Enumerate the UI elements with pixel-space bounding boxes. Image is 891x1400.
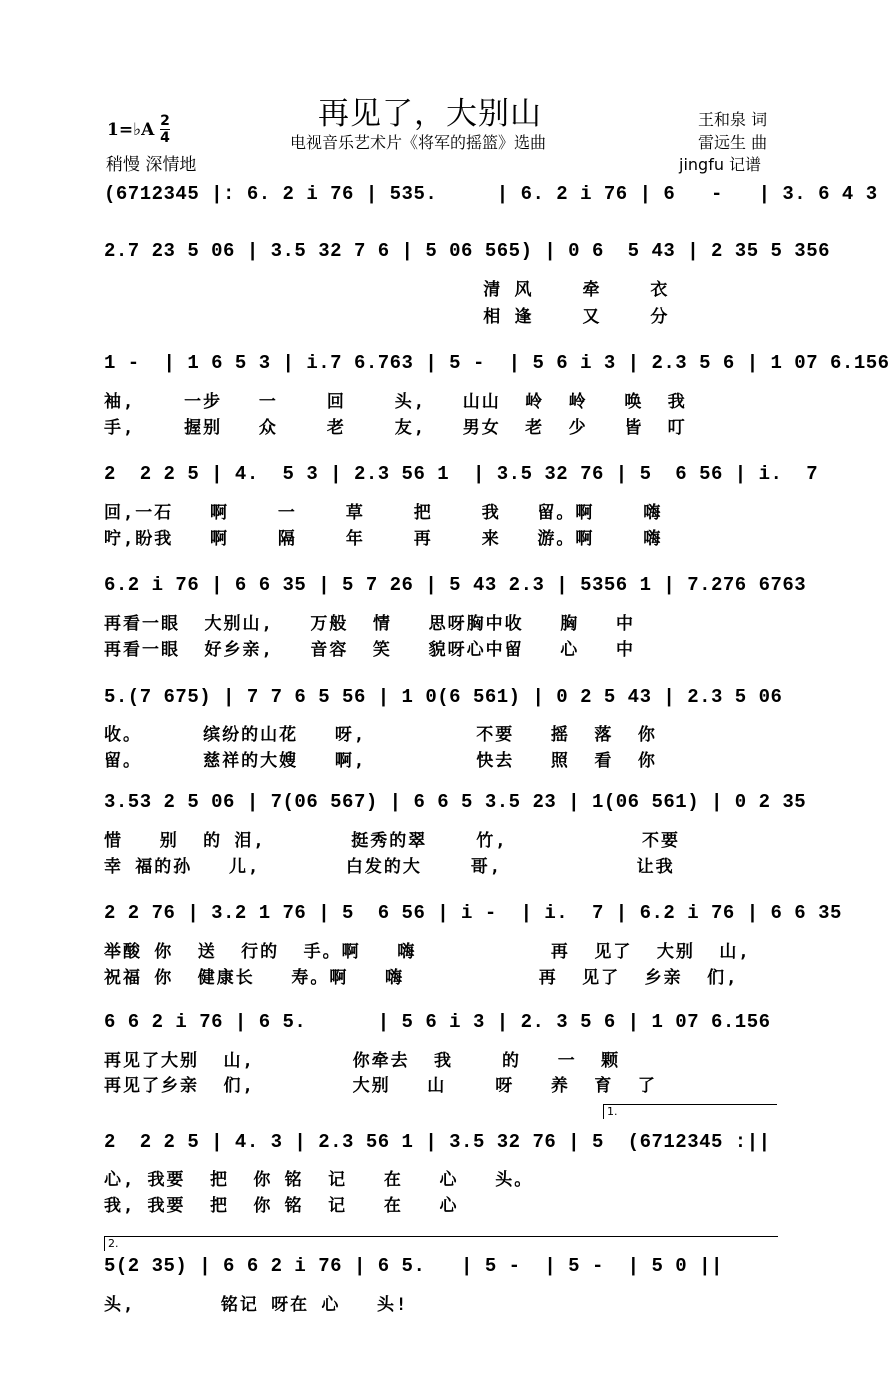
- lyric-verse-1: 心, 我要 把 你 铭 记 在 心 头。: [104, 1170, 534, 1190]
- time-signature-top: 2: [160, 113, 170, 129]
- transcriber-credit: jingfu 记谱: [679, 155, 762, 174]
- score-row-4: [104, 463, 819, 493]
- notation-line: 6.2 i 76 | 6 6 35 | 5 7 26 | 5 43 2.3 | 5356 1 | 7.276 6763: [104, 574, 807, 596]
- notation-line: 6 6 2 i 76 | 6 5. | 5 6 i 3 | 2. 3 5 6 | 1 07 6.156: [104, 1011, 771, 1033]
- notation-line: 2.7 23 5 06 | 3.5 32 7 6 | 5 06 565) | 0 6 5 43 | 2 35 5 356: [104, 240, 831, 262]
- page-title: 再见了，大别山: [318, 96, 542, 132]
- lyric-verse-2: 祝福 你 健康长 寿。啊 嗨 再 见了 乡亲 们,: [104, 968, 739, 988]
- score-row-8: [104, 902, 842, 932]
- composer-credit: 雷远生 曲: [698, 133, 768, 152]
- lyric-verse-1: 袖, 一步 一 回 头, 山山 岭 岭 唤 我: [104, 392, 687, 412]
- time-signature-bottom: 4: [160, 130, 170, 146]
- lyric-verse-1: 收。 缤纷的山花 呀, 不要 摇 落 你: [104, 725, 657, 745]
- lyric-verse-2: 咛,盼我 啊 隔 年 再 来 游。啊 嗨: [104, 529, 663, 549]
- lyric-verse-1: 回,一石 啊 一 草 把 我 留。啊 嗨: [104, 503, 663, 523]
- lyric-verse-2: 留。 慈祥的大嫂 啊, 快去 照 看 你: [104, 751, 657, 771]
- lyric-verse-2: 相 逢 又 分: [104, 307, 670, 327]
- volta-bracket: 1.: [603, 1104, 777, 1119]
- score-row-9: [104, 1011, 780, 1041]
- lyric-verse-1: 清 风 牵 衣: [104, 280, 670, 300]
- lyric-verse-2: 再见了乡亲 们, 大别 山 呀 养 育 了: [104, 1076, 657, 1096]
- lyric-verse-1: 头, 铭记 呀在 心 头!: [104, 1295, 409, 1315]
- score-row-2: [104, 240, 831, 270]
- lyric-verse-1: 再看一眼 大别山, 万般 情 思呀胸中收 胸 中: [104, 614, 635, 634]
- lyricist-credit: 王和泉 词: [698, 110, 768, 129]
- score-row-7: [104, 791, 807, 821]
- score-row-3: [104, 352, 890, 382]
- notation-line: 3.53 2 5 06 | 7(06 567) | 6 6 5 3.5 23 | 1(06 561) | 0 2 35: [104, 791, 807, 813]
- lyric-verse-1: 惜 别 的 泪, 挺秀的翠 竹, 不要: [104, 831, 681, 851]
- score-row-11: [104, 1255, 780, 1285]
- score-row-5: [104, 574, 807, 604]
- lyric-verse-2: 再看一眼 好乡亲, 音容 笑 貌呀心中留 心 中: [104, 640, 635, 660]
- page-subtitle: 电视音乐艺术片《将军的摇篮》选曲: [290, 133, 547, 152]
- tempo-marking: 稍慢 深情地: [106, 155, 197, 175]
- notation-line: 2 2 2 5 | 4. 5 3 | 2.3 56 1 | 3.5 32 76 | 5 6 56 | i. 7: [104, 463, 819, 485]
- lyric-verse-1: 再见了大别 山, 你牵去 我 的 一 颗: [104, 1051, 621, 1071]
- notation-line: 2 2 76 | 3.2 1 76 | 5 6 56 | i - | i. 7 | 6.2 i 76 | 6 6 35: [104, 902, 842, 924]
- lyric-verse-2: 手, 握别 众 老 友, 男女 老 少 皆 叮: [104, 418, 687, 438]
- lyric-verse-2: 我, 我要 把 你 铭 记 在 心: [104, 1196, 459, 1216]
- notation-line: 5.(7 675) | 7 7 6 5 56 | 1 0(6 561) | 0 2 5 43 | 2.3 5 06: [104, 686, 783, 708]
- key-signature: 1=♭A: [107, 120, 155, 140]
- score-row-1: [104, 183, 878, 213]
- time-signature: [160, 113, 170, 146]
- lyric-verse-2: 幸 福的孙 儿, 白发的大 哥, 让我: [104, 857, 675, 877]
- lyric-verse-1: 举酸 你 送 行的 手。啊 嗨 再 见了 大别 山,: [104, 942, 751, 962]
- score-row-10: [104, 1131, 780, 1161]
- notation-line: 5(2 35) | 6 6 2 i 76 | 6 5. | 5 - | 5 - | 5 0 ||: [104, 1255, 723, 1277]
- score-row-6: [104, 686, 783, 716]
- notation-line: (6712345 |: 6. 2 i 76 | 535. | 6. 2 i 76 | 6 - | 3. 6 4 3: [104, 183, 878, 205]
- notation-line: 2 2 2 5 | 4. 3 | 2.3 56 1 | 3.5 32 76 | 5 (6712345 :||: [104, 1131, 771, 1153]
- volta-bracket: 2.: [104, 1236, 778, 1251]
- notation-line: 1 - | 1 6 5 3 | i.7 6.763 | 5 - | 5 6 i 3 | 2.3 5 6 | 1 07 6.156: [104, 352, 890, 374]
